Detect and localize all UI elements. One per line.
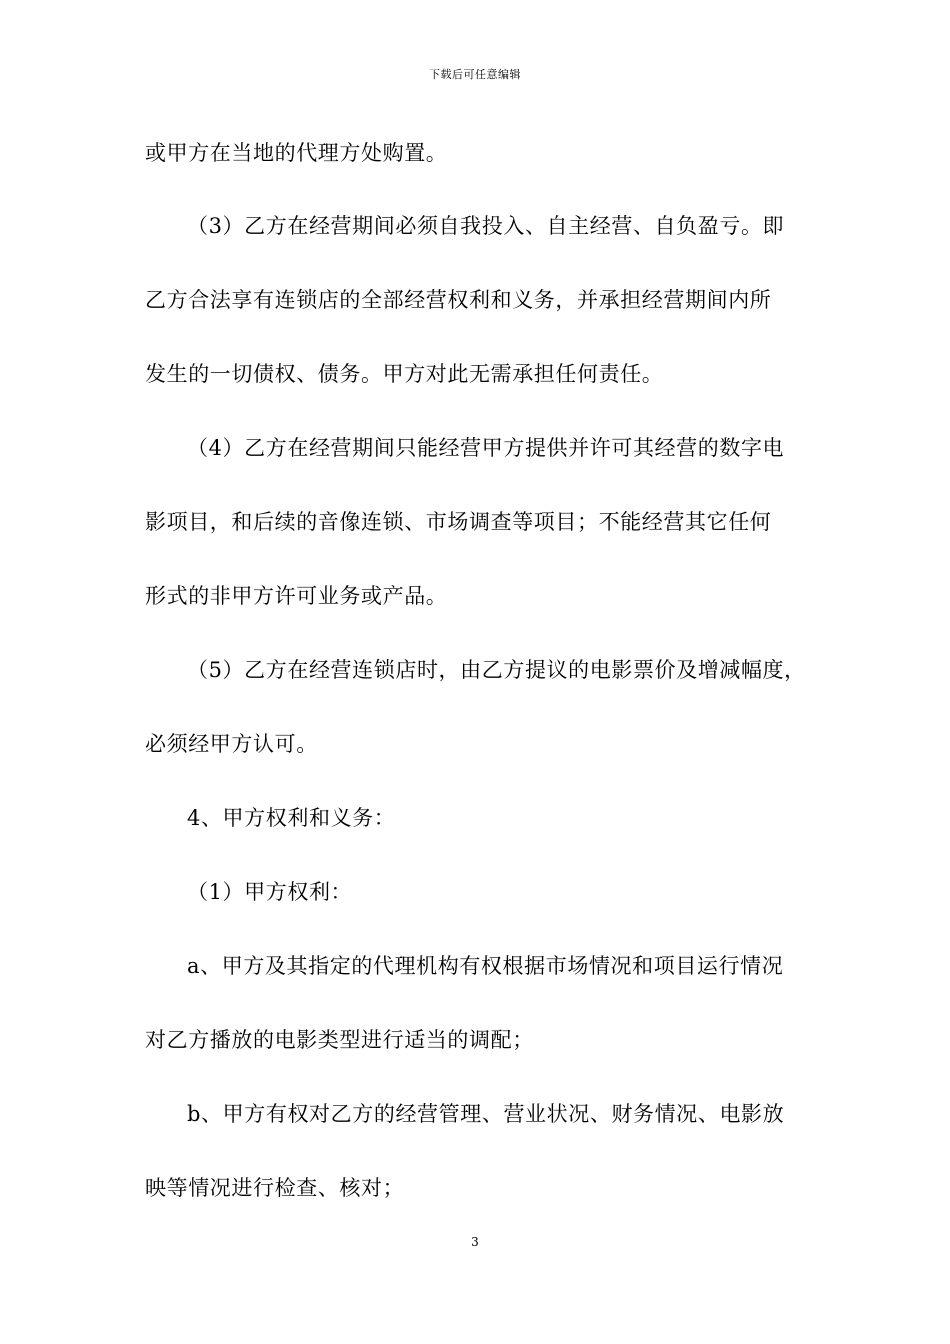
text-line: 发生的一切债权、债务。甲方对此无需承担任何责任。	[145, 362, 664, 386]
text-line: （1）甲方权利：	[187, 880, 353, 904]
text-line: b、甲方有权对乙方的经营管理、营业状况、财务情况、电影放	[187, 1102, 785, 1126]
header-note: 下载后可任意编辑	[429, 68, 521, 81]
text-line: 或甲方在当地的代理方处购置。	[145, 141, 448, 165]
text-line: a、甲方及其指定的代理机构有权根据市场情况和项目运行情况	[187, 954, 784, 978]
text-line: （4）乙方在经营期间只能经营甲方提供并许可其经营的数字电	[187, 436, 785, 460]
text-line: 4、甲方权利和义务：	[187, 806, 396, 830]
text-line: 乙方合法享有连锁店的全部经营权利和义务，并承担经营期间内所	[145, 288, 772, 312]
text-line: 对乙方播放的电影类型进行适当的调配；	[145, 1028, 534, 1052]
text-line: （5）乙方在经营连锁店时，由乙方提议的电影票价及增减幅度，	[187, 658, 806, 682]
text-line: 形式的非甲方许可业务或产品。	[145, 584, 448, 608]
page-number: 3	[471, 1235, 479, 1249]
text-line: （3）乙方在经营期间必须自我投入、自主经营、自负盈亏。即	[187, 214, 785, 238]
text-line: 映等情况进行检查、核对；	[145, 1176, 405, 1200]
text-line: 影项目，和后续的音像连锁、市场调查等项目；不能经营其它任何	[145, 510, 772, 534]
text-line: 必须经甲方认可。	[145, 732, 318, 756]
